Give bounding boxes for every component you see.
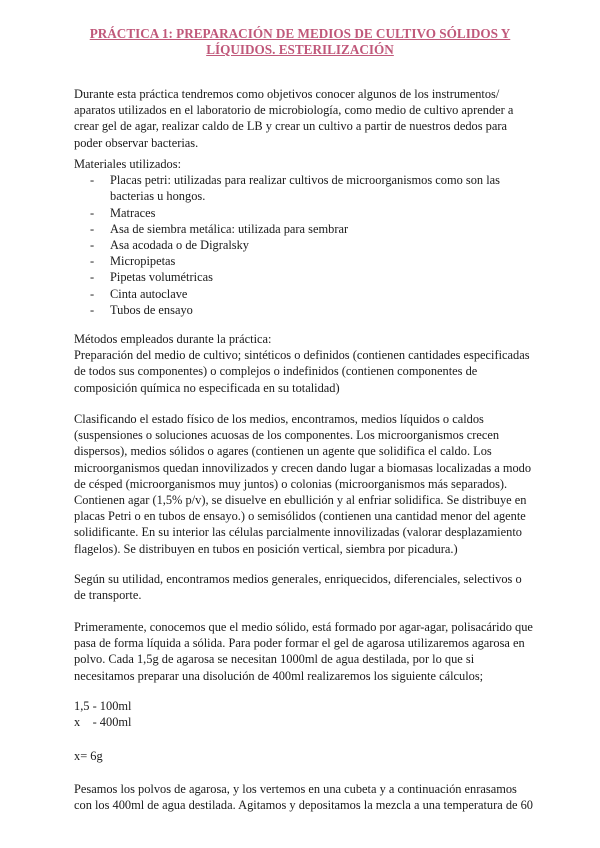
intro-text: Durante esta práctica tendremos como objetivos conocer algunos de los instrumentos/ aparatos utilizados en el laboratorio de microbiología, como medio de cultivo aprender a crear gel de agar, realizar caldo de LB y crear un cultivo a partir de nuestros dedos para poder observar bacterias.	[74, 87, 514, 150]
list-item: - Placas petri: utilizadas para realizar cultivos de microorganismos como son las bacterias u hongos.	[74, 172, 534, 204]
list-item: - Pipetas volumétricas	[74, 269, 534, 285]
list-item: - Asa acodada o de Digralsky	[74, 237, 534, 253]
methods-heading: Métodos empleados durante la práctica:	[74, 332, 272, 346]
list-item: - Micropipetas	[74, 253, 534, 269]
calc-result-block	[74, 748, 534, 764]
list-item: - Cinta autoclave	[74, 286, 534, 302]
methods-text: Preparación del medio de cultivo; sintéticos o definidos (contienen cantidades especificadas de todos sus componentes) o complejos o indefinidos (contienen componentes de composición química no especificada en su totalidad)	[74, 348, 530, 395]
utility-paragraph	[74, 571, 534, 603]
classification-paragraph	[74, 411, 534, 557]
intro-paragraph	[74, 86, 534, 151]
list-item: - Matraces	[74, 205, 534, 221]
calculation-block	[74, 698, 534, 730]
procedure-paragraph	[74, 619, 534, 684]
final-paragraph	[74, 781, 534, 813]
methods-section	[74, 331, 534, 396]
calc-line-2: x - 400ml	[74, 715, 132, 730]
calc-line-1: 1,5 - 100ml	[74, 699, 132, 713]
procedure-text: Primeramente, conocemos que el medio sólido, está formado por agar-agar, polisacárido que pasa de forma líquida a sólida. Para poder formar el gel de agarosa utilizaremos agarosa en polvo. Cada 1,5g de agarosa se necesitan 1000ml de agua destilada, por lo que si necesitamos preparar una disolución de 400ml realizaremos los siguiente cálculos;	[74, 620, 533, 683]
list-item: - Asa de siembra metálica: utilizada para sembrar	[74, 221, 534, 237]
final-text: Pesamos los polvos de agarosa, y los vertemos en una cubeta y a continuación enrasamos con los 400ml de agua destilada. Agitamos y depositamos la mezcla a una temperatura de 60	[74, 782, 534, 813]
calc-result: x= 6g	[74, 749, 103, 763]
materials-list	[74, 172, 534, 318]
utility-text: Según su utilidad, encontramos medios generales, enriquecidos, diferenciales, selectivos o de transporte.	[74, 572, 522, 603]
materials-section	[74, 156, 534, 318]
document-title: PRÁCTICA 1: PREPARACIÓN DE MEDIOS DE CULTIVO SÓLIDOS Y LÍQUIDOS. ESTERILIZACIÓN	[89, 26, 511, 57]
list-item: - Tubos de ensayo	[74, 302, 534, 318]
classification-text: Clasificando el estado físico de los medios, encontramos, medios líquidos o caldos (suspensiones o soluciones acuosas de los componentes. Los microorganismos crecen dispersos), medios sólidos o agares (contienen un agente que solidifica el caldo. Los microorganismos quedan innovilizados y crecen dando lugar a biomasas localizadas a modo de césped (microorganismos muy juntos) o colonias (microorganismos más separados). Contienen agar (1,5% p/v), se disuelve en ebullición y al enfriar solidifica. Se distribuye en placas Petri o en tubos de ensayo.) o semisólidos (contienen una cantidad menor del agente solidificante. En su interior las células parcialmente innovilizadas (valorar desplazamiento flagelos). Se distribuyen en tubos en posición vertical, siembra por picadura.)	[74, 412, 532, 556]
materials-heading: Materiales utilizados:	[74, 157, 182, 171]
